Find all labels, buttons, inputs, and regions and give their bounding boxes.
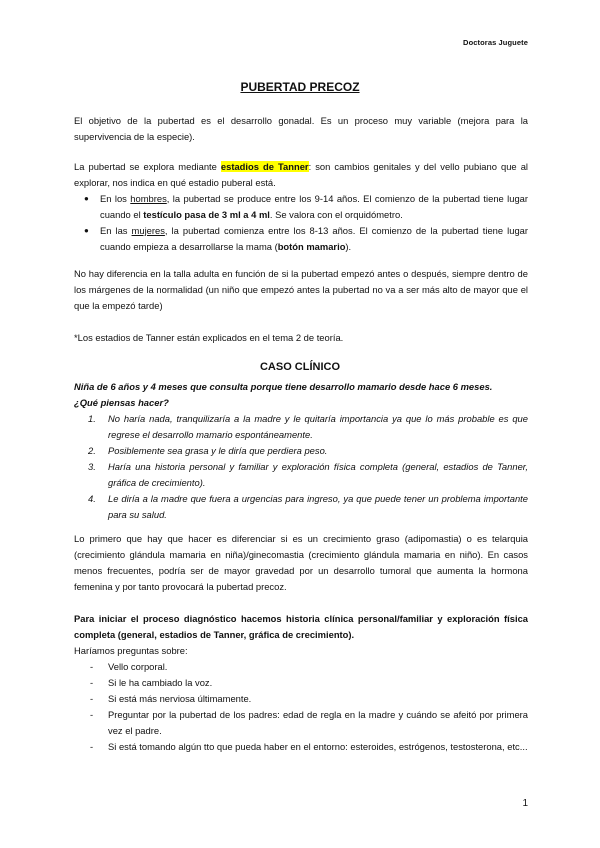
diagnostico-lead: Haríamos preguntas sobre: [74,645,188,656]
caso-question: ¿Qué piensas hacer? [74,397,169,408]
tanner-paragraph [74,159,528,191]
bullet-hombres: ● En los hombres, la pubertad se produce entre los 9-14 años. El comienzo de la pubertad tiene lugar cuando el testículo pasa de 3 ml a 4 ml. Se valora con el orquidómetro. [74,191,528,223]
caso-line: Niña de 6 años y 4 meses que consulta porque tiene desarrollo mamario desde hace 6 meses. [74,381,493,392]
diagnostico-block [74,611,528,755]
page-title: PUBERTAD PRECOZ [240,80,360,94]
list-item: - Si le ha cambiado la voz. [74,675,528,691]
list-item: - Si está tomando algún tto que pueda haber en el entorno: esteroides, estrógenos, testosterona, etc... [74,739,528,755]
tanner-note: *Los estadios de Tanner están explicados en el tema 2 de teoría. [74,332,344,343]
diferenciar-paragraph: Lo primero que hay que hacer es diferenciar si es un crecimiento graso (adipomastia) o es telarquia (crecimiento glándula mamaria en niña)/ginecomastia (crecimiento glándula mamaria en niño). En casos menos frecuentes, podría ser de mayor gravedad por un desarrollo tumoral que aumenta la hormona femenina y por tanto provocará la pubertad precoz. [74,533,528,592]
hombres-label: hombres [130,193,167,204]
boton-mamario: botón mamario [277,241,346,252]
caso-option: 1. No haría nada, tranquilizaría a la madre y le quitaría importancia ya que lo más probable es que regrese el desarrollo mamario espontáneamente. [88,413,528,440]
header-author: Doctoras Juguete [463,38,528,47]
caso-block [74,379,528,523]
diagnostico-list [74,659,528,755]
caso-option: 3. Haría una historia personal y familiar y exploración física completa (general, estadios de Tanner, gráfica de crecimiento). [88,461,528,488]
bullet-mujeres: ● En las mujeres, la pubertad comienza entre los 8-13 años. El comienzo de la pubertad tiene lugar cuando empieza a desarrollarse la mama (botón mamario). [74,223,528,255]
caso-option: 4. Le diría a la madre que fuera a urgencias para ingreso, ya que puede tener un problema importante para su salud. [88,493,528,520]
page-number: 1 [522,798,528,809]
caso-option: 2. Posiblemente sea grasa y le diría que perdiera peso. [88,445,328,456]
testiculo-volume: testículo pasa de 3 ml a 4 ml [143,209,270,220]
mujeres-label: mujeres [131,225,165,236]
list-item: - Preguntar por la pubertad de los padres: edad de regla en la madre y cuándo se afeitó por primera vez el padre. [74,707,528,739]
tanner-pre: La pubertad se explora mediante [74,161,221,172]
puberty-bullets [74,191,528,255]
list-item: - Vello corporal. [74,659,528,675]
tanner-highlight: estadios de Tanner [220,161,309,172]
intro-paragraph: El objetivo de la pubertad es el desarrollo gonadal. Es un proceso muy variable (mejora para la supervivencia de la especie). [74,115,528,142]
list-item: - Si está más nerviosa últimamente. [74,691,528,707]
caso-options [74,411,528,523]
caso-heading: CASO CLÍNICO [259,361,341,373]
talla-paragraph: No hay diferencia en la talla adulta en función de si la pubertad empezó antes o después, siempre dentro de los márgenes de la normalidad (un niño que empezó antes la pubertad no va a ser más alto de mayor que el que la empezó tarde) [74,268,528,311]
diagnostico-bold: Para iniciar el proceso diagnóstico hacemos historia clínica personal/familiar y exploración física completa (general, estadios de Tanner, gráfica de crecimiento). [74,613,528,640]
tanner-post: : son cambios genitales y del vello pubiano que al explorar, nos indica en qué estadio puberal está. [74,161,528,188]
